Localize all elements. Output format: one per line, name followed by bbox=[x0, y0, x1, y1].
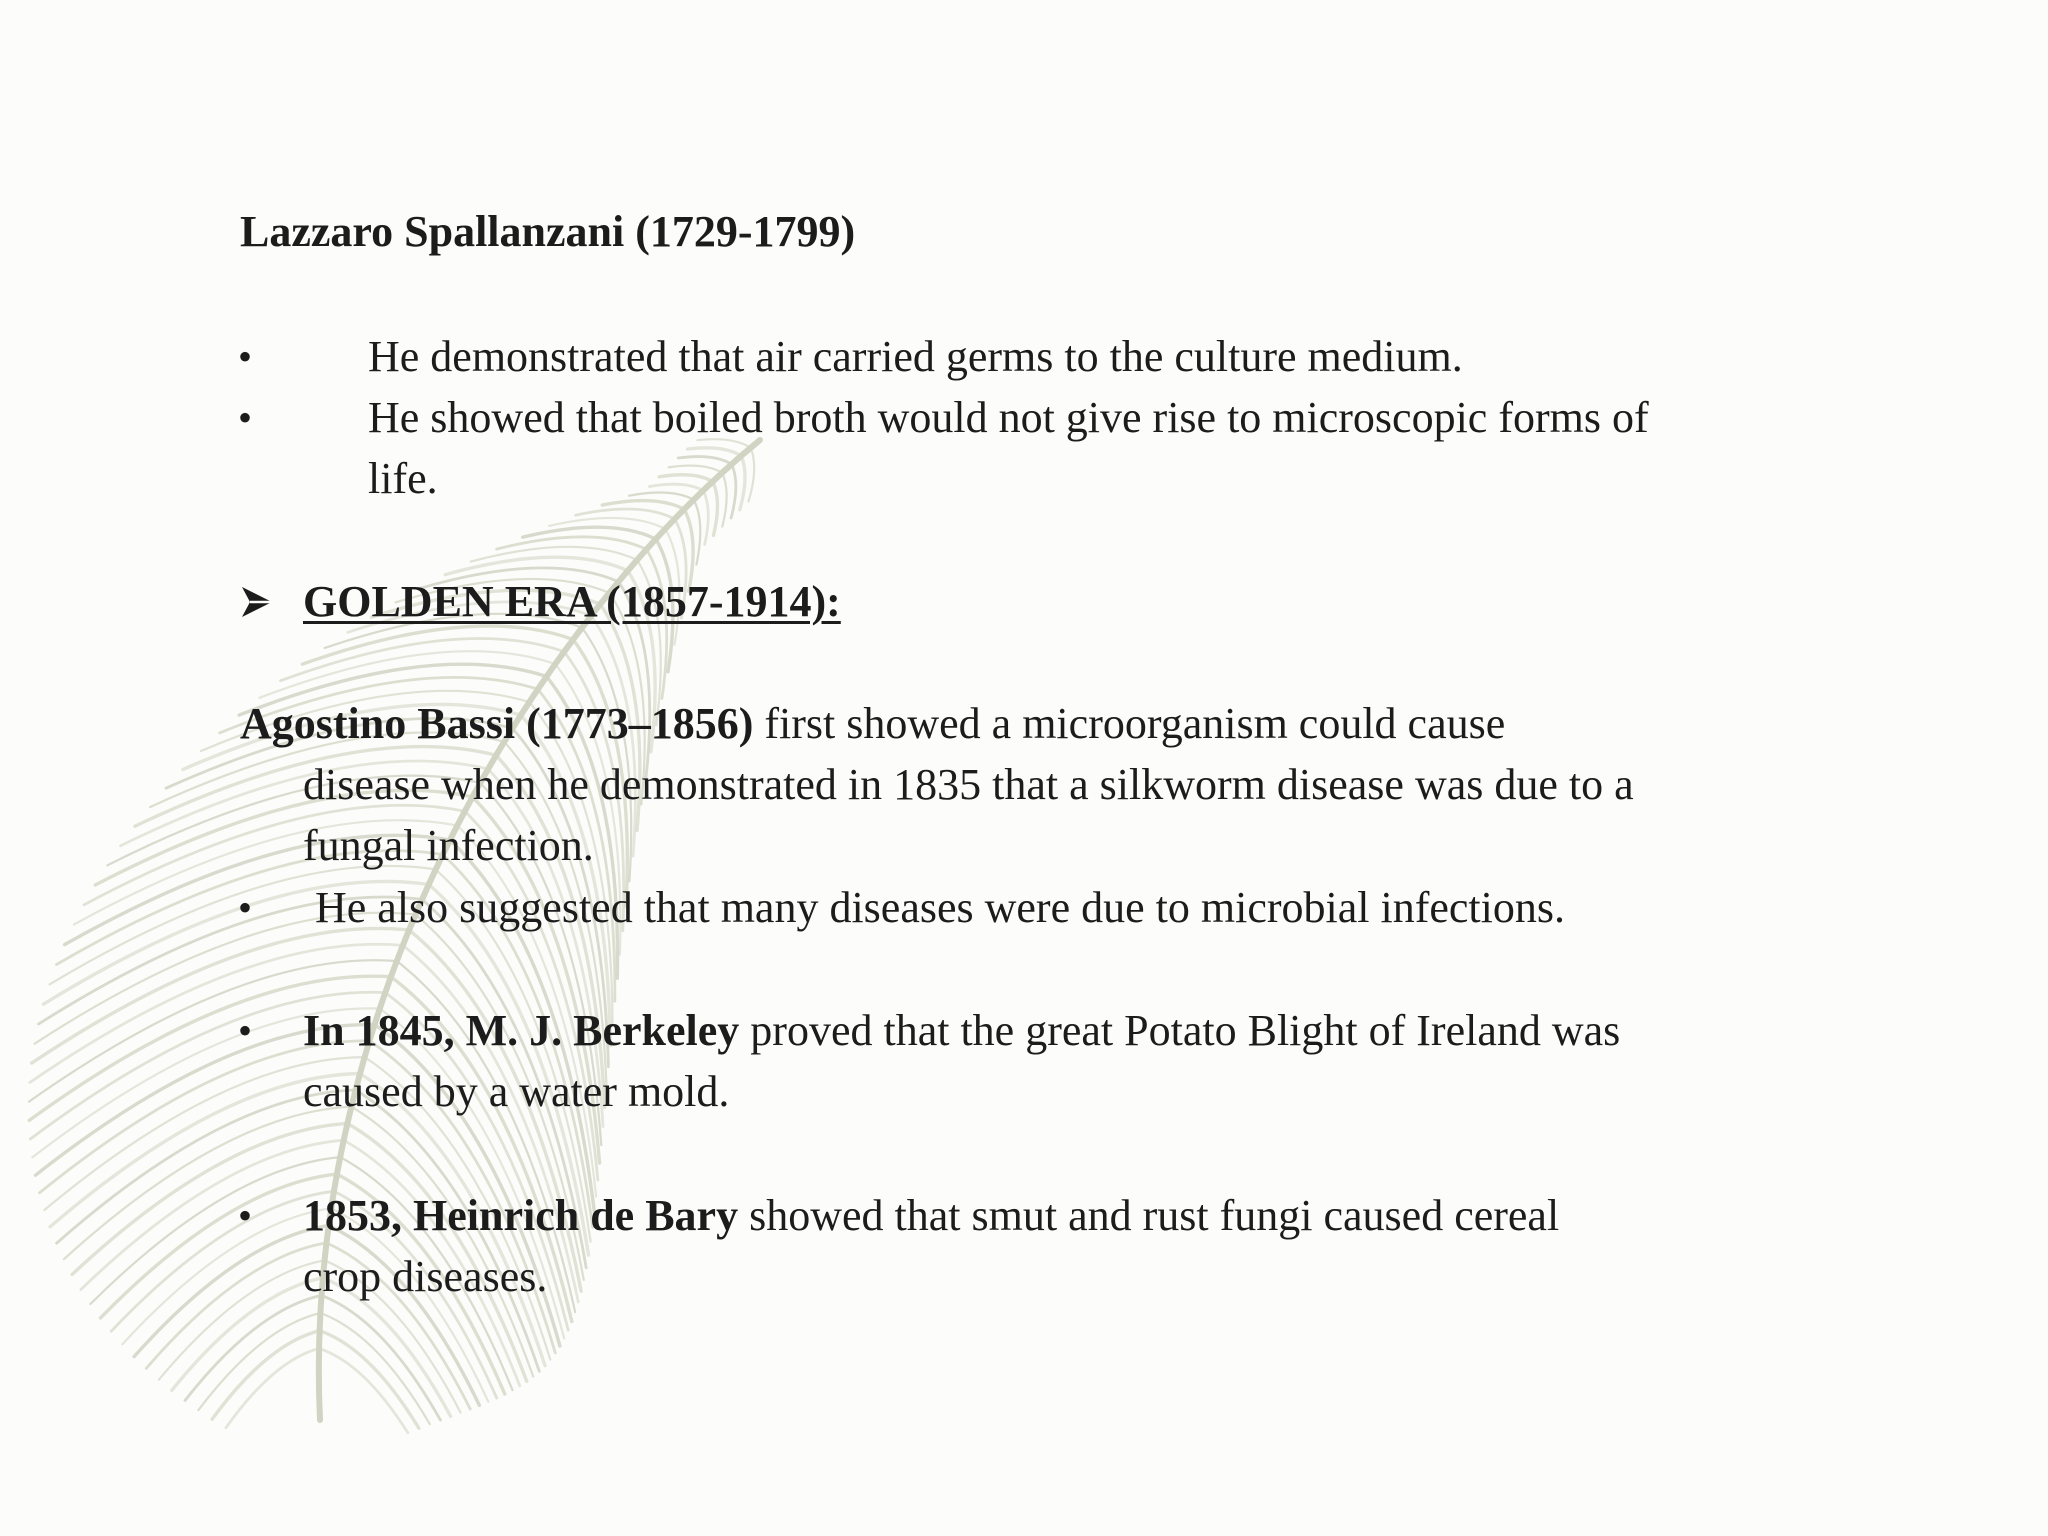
bullet-marker: • bbox=[238, 395, 253, 440]
bullet-marker: • bbox=[238, 334, 253, 379]
debary-text: showed that smut and rust fungi caused cereal bbox=[738, 1191, 1560, 1240]
bullet-marker: • bbox=[238, 885, 253, 930]
bullet-marker: • bbox=[238, 1008, 253, 1053]
section-heading-spallanzani: Lazzaro Spallanzani (1729-1799) bbox=[240, 207, 856, 256]
spallanzani-bullet-1: He demonstrated that air carried germs to the culture medium. bbox=[368, 332, 1463, 381]
bassi-name: Agostino Bassi (1773–1856) bbox=[240, 699, 754, 748]
berkeley-text: proved that the great Potato Blight of Ireland was bbox=[739, 1006, 1621, 1055]
berkeley-bold: In 1845, M. J. Berkeley bbox=[303, 1006, 740, 1055]
bassi-paragraph-line-1 bbox=[240, 693, 1505, 754]
bassi-paragraph-line-2: disease when he demonstrated in 1835 that a silkworm disease was due to a bbox=[303, 760, 1634, 809]
section-heading-golden-era: GOLDEN ERA (1857-1914): bbox=[303, 577, 841, 626]
berkeley-line-2: caused by a water mold. bbox=[303, 1067, 730, 1116]
debary-line-2: crop diseases. bbox=[303, 1252, 548, 1301]
debary-bold: 1853, Heinrich de Bary bbox=[303, 1191, 739, 1240]
bassi-bullet: He also suggested that many diseases were due to microbial infections. bbox=[315, 883, 1565, 932]
bassi-text-1: first showed a microorganism could cause bbox=[753, 699, 1506, 748]
spallanzani-bullet-2-continued: life. bbox=[368, 454, 438, 503]
debary-line-1 bbox=[303, 1185, 1559, 1246]
spallanzani-bullet-2: He showed that boiled broth would not give rise to microscopic forms of bbox=[368, 393, 1649, 442]
berkeley-line-1 bbox=[303, 1000, 1620, 1061]
bullet-marker: • bbox=[238, 1193, 253, 1238]
bassi-paragraph-line-3: fungal infection. bbox=[303, 821, 594, 870]
arrow-bullet-icon bbox=[240, 585, 274, 619]
